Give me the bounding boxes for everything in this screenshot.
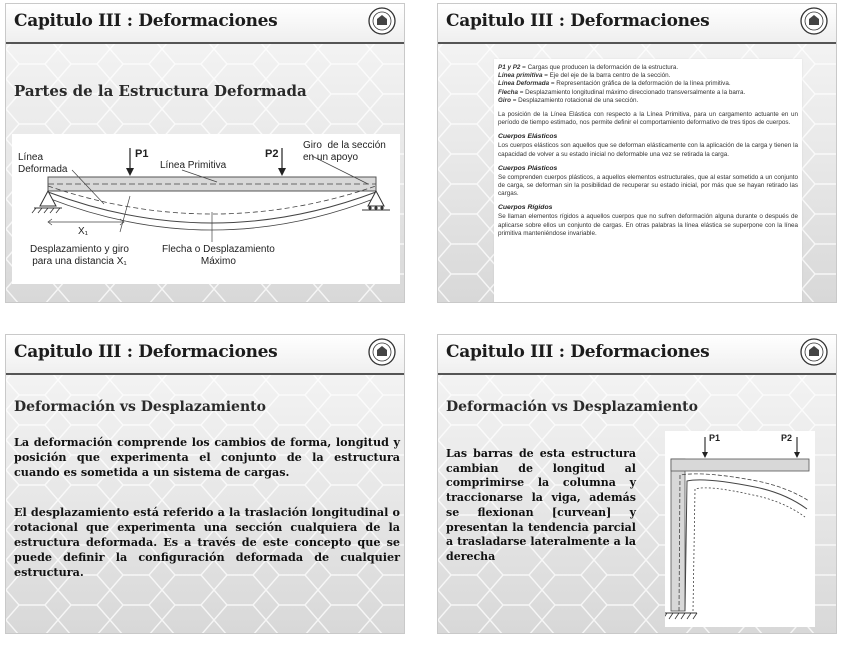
section-text-elasticos: Los cuerpos elásticos son aquellos que se deforman elásticamente con la aplicación de la carga y tienen la capacidad de volver a su estado inicial no deformable una vez se retirada la carga.	[498, 142, 798, 158]
definition-line: Línea Deformada = Representación gráfica de la deformación de la línea primitiva.	[498, 80, 731, 88]
slide-header	[438, 335, 836, 375]
definition-line: Giro = Desplazamiento rotacional de una sección.	[498, 96, 639, 104]
slide-title: Capitulo III : Deformaciones	[14, 11, 278, 31]
label-x1: X₁	[78, 226, 89, 237]
label-linea-deformada: Línea Deformada	[18, 152, 68, 175]
slide-subtitle: Partes de la Estructura Deformada	[14, 82, 307, 100]
section-heading-plasticos: Cuerpos Plásticos	[498, 164, 558, 172]
slide-subtitle: Deformación vs Desplazamiento	[446, 399, 698, 415]
paragraph-deformacion: La deformación comprende los cambios de forma, longitud y posición que experimenta el conjunto de la estructura cuando es sometida a un sistema de cargas.	[14, 435, 400, 479]
label-p1: P1	[135, 148, 149, 160]
slide-subtitle: Deformación vs Desplazamiento	[14, 399, 266, 415]
slide-title: Capitulo III : Deformaciones	[446, 11, 710, 31]
definition-line: Flecha = Desplazamiento longitudinal máximo direccionado transversalmente a la barra.	[498, 88, 746, 96]
label-p2: P2	[265, 148, 279, 160]
label-p1: P1	[709, 433, 721, 443]
slide-3[interactable]	[5, 334, 405, 634]
university-seal-icon	[368, 7, 396, 35]
slide-header	[6, 335, 404, 375]
definition-line: Línea primitiva = Eje del eje de la barra centro de la sección.	[498, 72, 671, 80]
section-text-rigidos: Se llaman elementos rígidos a aquellos cuerpos que no sufren deformación alguna durante o después de aplicarse sobre ellos un conjunto de cargas. En otras palabras la línea elástica se superpone con la línea primitiva manteniéndose invariable.	[498, 213, 798, 237]
slide-header	[6, 4, 404, 44]
slide-title: Capitulo III : Deformaciones	[446, 342, 710, 362]
section-text-plasticos: Se comprenden cuerpos plásticos, a aquellos elementos estructurales, que al estar sometido a un conjunto de carga, se deforman sin la posibilidad de recuperar su estado inicial, por más que se hayan retirado las cargas.	[498, 173, 798, 198]
slide-1[interactable]	[5, 3, 405, 303]
university-seal-icon	[800, 338, 828, 366]
label-desplazamiento-giro: Desplazamiento y giro para una distancia X₁	[30, 244, 129, 267]
deformed-structure-figure	[12, 134, 400, 284]
paragraph-desplazamiento: El desplazamiento está referido a la traslación longitudinal o rotacional que experimenta una sección cualquiera de la estructura deformada. Es a través de este concepto que se puede definir la configuración deformada de cualquier estructura.	[14, 505, 400, 579]
definition-line: P1 y P2 = Cargas que producen la deformación de la estructura.	[498, 64, 679, 71]
label-giro: Giro de la sección en un apoyo	[303, 140, 386, 163]
slide-header	[438, 4, 836, 44]
frame-deformation-figure	[665, 431, 815, 627]
university-seal-icon	[368, 338, 396, 366]
label-flecha: Flecha o Desplazamiento Máximo	[162, 244, 275, 267]
label-p2: P2	[781, 433, 793, 443]
university-seal-icon	[800, 7, 828, 35]
hex-background	[6, 335, 405, 634]
intro-paragraph: La posición de la Línea Elástica con respecto a la Línea Primitiva, para un cargamento actuante en un período de tiempo estimado, nos permite definir el comportamiento deformativo de tres tipos de cuerpos.	[498, 111, 798, 127]
section-heading-rigidos: Cuerpos Rígidos	[498, 204, 553, 212]
frame-description: Las barras de esta estructura cambian de longitud al comprimirse la columna y traccionarse la viga, además se flexionan [curvean] y presentan la tendencia parcial a trasladarse lateralmente a la derecha	[446, 447, 636, 563]
section-heading-elasticos: Cuerpos Elásticos	[498, 133, 558, 141]
slide-2[interactable]	[437, 3, 837, 303]
slide-title: Capitulo III : Deformaciones	[14, 342, 278, 362]
slide-4[interactable]	[437, 334, 837, 634]
definitions-panel	[494, 59, 802, 303]
label-linea-primitiva: Línea Primitiva	[160, 160, 227, 171]
